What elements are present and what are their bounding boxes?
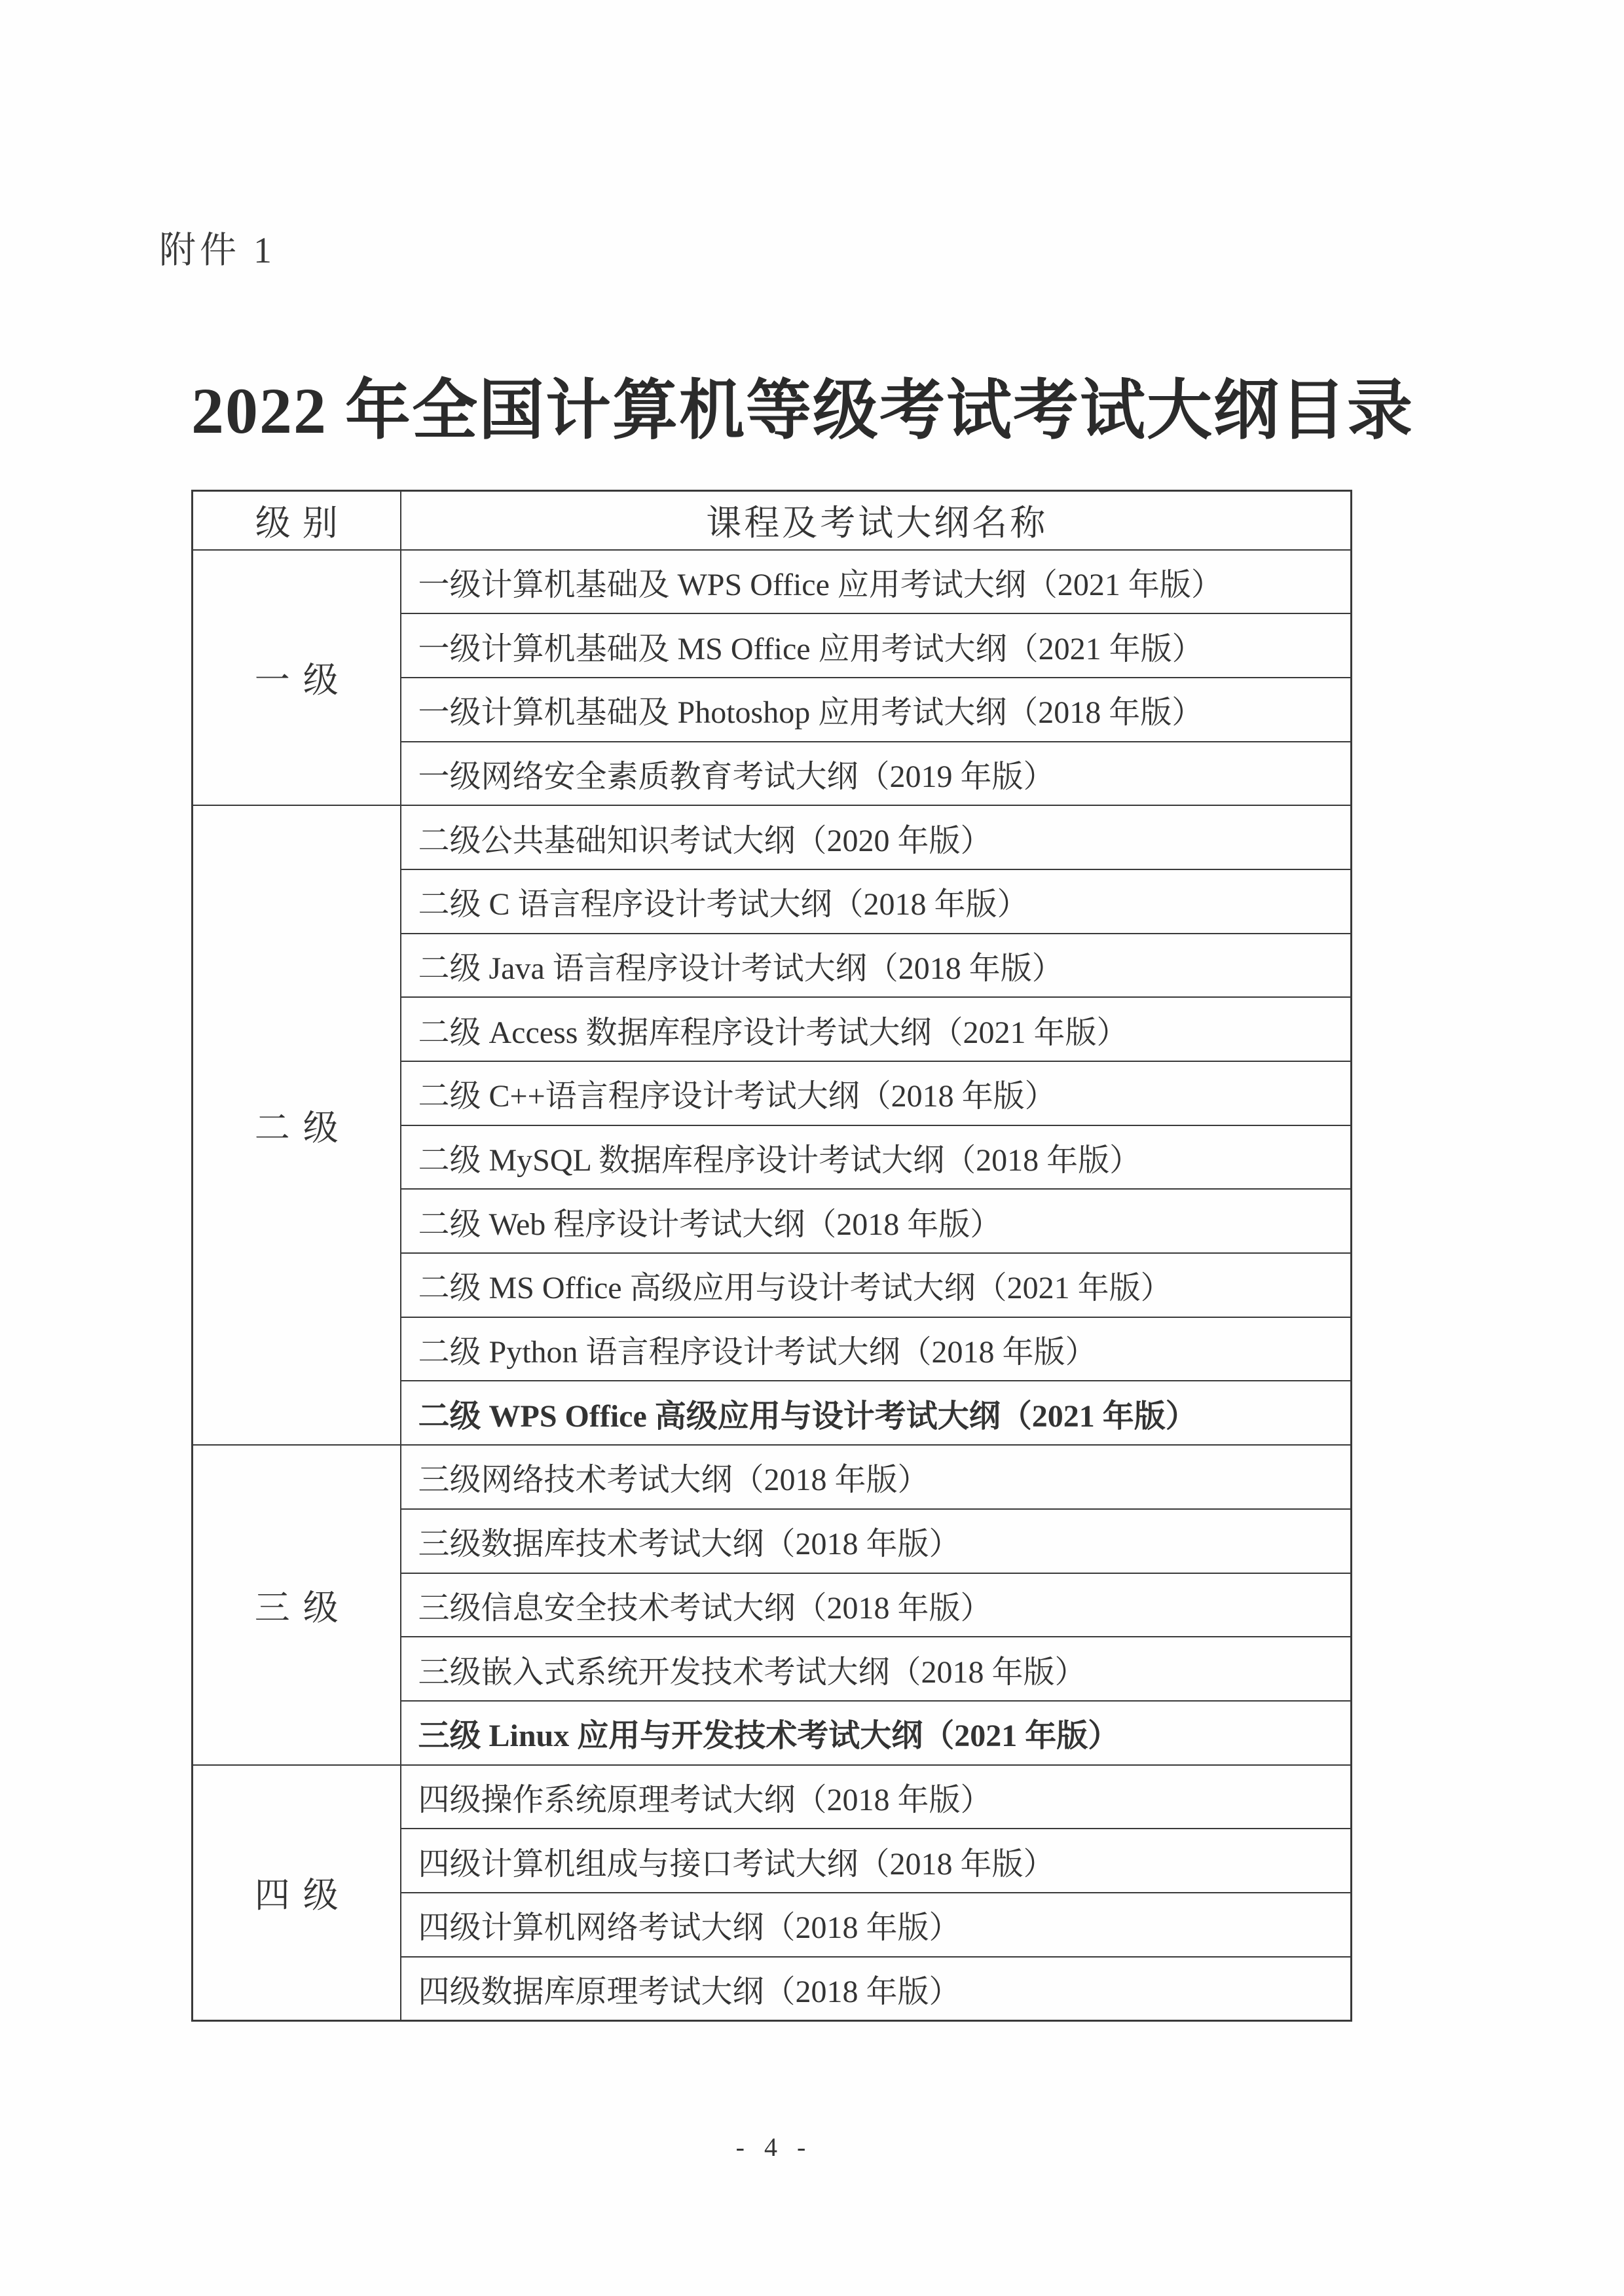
- course-cell: 二级 WPS Office 高级应用与设计考试大纲（2021 年版）: [401, 1381, 1352, 1445]
- course-cell: 二级 MySQL 数据库程序设计考试大纲（2018 年版）: [401, 1125, 1352, 1190]
- course-cell: 三级网络技术考试大纲（2018 年版）: [401, 1445, 1352, 1509]
- document-title: 2022 年全国计算机等级考试考试大纲目录: [191, 374, 1414, 447]
- course-cell: 二级 MS Office 高级应用与设计考试大纲（2021 年版）: [401, 1253, 1352, 1317]
- syllabus-table: [191, 490, 1352, 2022]
- header-cell-course: 课程及考试大纲名称: [401, 491, 1352, 550]
- table-header-row: [193, 491, 1352, 550]
- course-cell: 四级操作系统原理考试大纲（2018 年版）: [401, 1765, 1352, 1829]
- course-cell: 一级计算机基础及 MS Office 应用考试大纲（2021 年版）: [401, 613, 1352, 678]
- header-cell-level: 级别: [193, 491, 401, 550]
- level-cell-2: 二级: [193, 805, 401, 1445]
- table-row: [193, 1445, 1352, 1509]
- level-cell-3: 三级: [193, 1445, 401, 1764]
- table-row: [193, 805, 1352, 869]
- page-number: - 4 -: [735, 2132, 813, 2162]
- course-cell: 二级公共基础知识考试大纲（2020 年版）: [401, 805, 1352, 869]
- table-row: [193, 550, 1352, 614]
- level-cell-1: 一级: [193, 550, 401, 806]
- attachment-label: 附件 1: [159, 230, 276, 271]
- course-cell: 二级 Java 语言程序设计考试大纲（2018 年版）: [401, 934, 1352, 998]
- course-cell: 四级数据库原理考试大纲（2018 年版）: [401, 1957, 1352, 2021]
- course-cell: 二级 Web 程序设计考试大纲（2018 年版）: [401, 1189, 1352, 1253]
- course-cell: 二级 Access 数据库程序设计考试大纲（2021 年版）: [401, 997, 1352, 1061]
- course-cell: 三级嵌入式系统开发技术考试大纲（2018 年版）: [401, 1637, 1352, 1701]
- course-cell: 四级计算机组成与接口考试大纲（2018 年版）: [401, 1829, 1352, 1893]
- table-row: [193, 1765, 1352, 1829]
- course-cell: 一级计算机基础及 Photoshop 应用考试大纲（2018 年版）: [401, 678, 1352, 742]
- course-cell: 三级信息安全技术考试大纲（2018 年版）: [401, 1573, 1352, 1637]
- course-cell: 二级 Python 语言程序设计考试大纲（2018 年版）: [401, 1317, 1352, 1381]
- course-cell: 三级数据库技术考试大纲（2018 年版）: [401, 1509, 1352, 1573]
- course-cell: 一级网络安全素质教育考试大纲（2019 年版）: [401, 742, 1352, 806]
- course-cell: 二级 C++语言程序设计考试大纲（2018 年版）: [401, 1061, 1352, 1125]
- course-cell: 四级计算机网络考试大纲（2018 年版）: [401, 1893, 1352, 1957]
- course-cell: 三级 Linux 应用与开发技术考试大纲（2021 年版）: [401, 1701, 1352, 1765]
- level-cell-4: 四级: [193, 1765, 401, 2021]
- course-cell: 一级计算机基础及 WPS Office 应用考试大纲（2021 年版）: [401, 550, 1352, 614]
- course-cell: 二级 C 语言程序设计考试大纲（2018 年版）: [401, 869, 1352, 934]
